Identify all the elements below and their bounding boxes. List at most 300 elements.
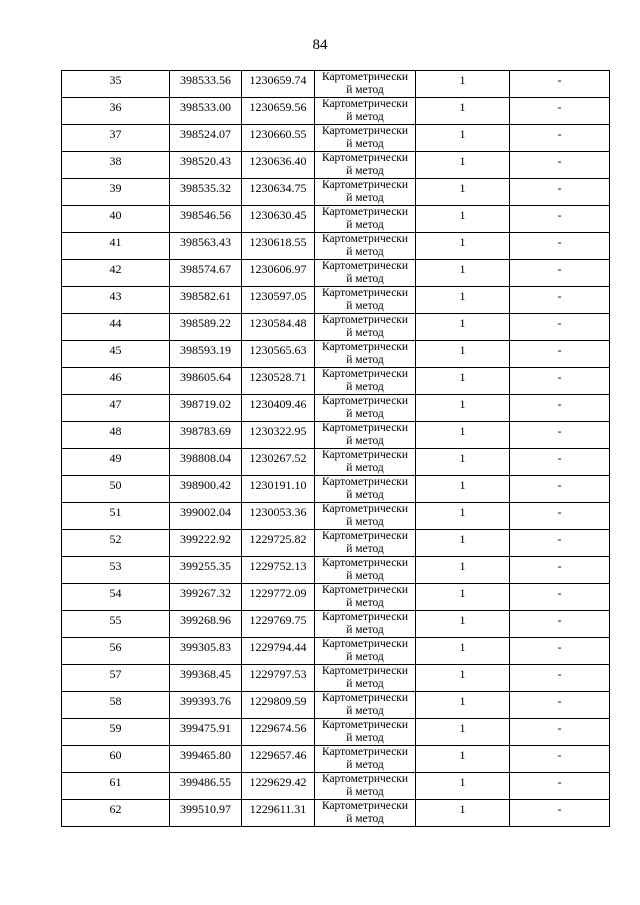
- y-coordinate-cell: [242, 557, 315, 584]
- y-coordinate-cell: [242, 395, 315, 422]
- description-text: -: [557, 343, 562, 357]
- accuracy-cell: [416, 422, 510, 449]
- accuracy-text: 1: [459, 343, 466, 357]
- method-line-1: Картометрически: [321, 314, 409, 326]
- y-coordinate-text: 1229794.44: [249, 640, 307, 654]
- description-text: -: [557, 640, 562, 654]
- x-coordinate-text: 398520.43: [180, 154, 231, 168]
- y-coordinate-text: 1230409.46: [249, 397, 307, 411]
- table-row: [62, 233, 610, 260]
- point-number-text: 59: [109, 721, 122, 735]
- accuracy-cell: [416, 638, 510, 665]
- accuracy-text: 1: [459, 316, 466, 330]
- accuracy-text: 1: [459, 640, 466, 654]
- table-row: [62, 557, 610, 584]
- point-number-cell: [62, 368, 170, 395]
- method-line-2: й метод: [346, 489, 384, 501]
- accuracy-cell: [416, 449, 510, 476]
- description-text: -: [557, 478, 562, 492]
- y-coordinate-text: 1229809.59: [249, 694, 307, 708]
- x-coordinate-text: 399267.32: [180, 586, 231, 600]
- y-coordinate-text: 1229752.13: [249, 559, 307, 573]
- point-number-text: 50: [109, 478, 122, 492]
- x-coordinate-text: 398563.43: [180, 235, 231, 249]
- point-number-text: 52: [109, 532, 122, 546]
- x-coordinate-cell: [170, 611, 242, 638]
- y-coordinate-text: 1230659.74: [249, 73, 307, 87]
- accuracy-cell: [416, 341, 510, 368]
- x-coordinate-text: 399002.04: [180, 505, 231, 519]
- method-line-2: й метод: [346, 246, 384, 258]
- y-coordinate-text: 1230630.45: [249, 208, 307, 222]
- description-cell: [510, 368, 610, 395]
- method-line-2: й метод: [346, 597, 384, 609]
- table-row: [62, 71, 610, 98]
- x-coordinate-cell: [170, 746, 242, 773]
- point-number-cell: [62, 584, 170, 611]
- table-row: [62, 638, 610, 665]
- y-coordinate-text: 1230528.71: [249, 370, 307, 384]
- x-coordinate-cell: [170, 233, 242, 260]
- description-text: -: [557, 208, 562, 222]
- description-cell: [510, 584, 610, 611]
- point-number-cell: [62, 530, 170, 557]
- table-row: [62, 773, 610, 800]
- point-number-text: 35: [109, 73, 122, 87]
- point-number-cell: [62, 773, 170, 800]
- x-coordinate-cell: [170, 395, 242, 422]
- table-row: [62, 368, 610, 395]
- point-number-cell: [62, 98, 170, 125]
- description-text: -: [557, 289, 562, 303]
- method-line-1: Картометрически: [321, 71, 409, 83]
- y-coordinate-cell: [242, 719, 315, 746]
- method-cell: [315, 152, 416, 179]
- point-number-text: 60: [109, 748, 122, 762]
- y-coordinate-cell: [242, 584, 315, 611]
- y-coordinate-text: 1229611.31: [249, 802, 307, 816]
- accuracy-text: 1: [459, 613, 466, 627]
- method-line-2: й метод: [346, 219, 384, 231]
- point-number-cell: [62, 746, 170, 773]
- method-line-1: Картометрически: [321, 773, 409, 785]
- point-number-text: 54: [109, 586, 122, 600]
- x-coordinate-text: 398524.07: [180, 127, 231, 141]
- description-text: -: [557, 73, 562, 87]
- accuracy-text: 1: [459, 208, 466, 222]
- x-coordinate-cell: [170, 152, 242, 179]
- accuracy-cell: [416, 98, 510, 125]
- method-line-1: Картометрически: [321, 503, 409, 515]
- y-coordinate-text: 1229674.56: [249, 721, 307, 735]
- accuracy-cell: [416, 287, 510, 314]
- description-text: -: [557, 424, 562, 438]
- method-cell: [315, 98, 416, 125]
- method-line-2: й метод: [346, 813, 384, 825]
- table-row: [62, 746, 610, 773]
- method-cell: [315, 719, 416, 746]
- method-line-2: й метод: [346, 570, 384, 582]
- y-coordinate-cell: [242, 206, 315, 233]
- method-line-1: Картометрически: [321, 557, 409, 569]
- y-coordinate-cell: [242, 692, 315, 719]
- description-text: -: [557, 802, 562, 816]
- description-text: -: [557, 100, 562, 114]
- description-cell: [510, 98, 610, 125]
- x-coordinate-cell: [170, 692, 242, 719]
- y-coordinate-text: 1230053.36: [249, 505, 307, 519]
- description-text: -: [557, 775, 562, 789]
- method-line-2: й метод: [346, 354, 384, 366]
- x-coordinate-cell: [170, 449, 242, 476]
- accuracy-text: 1: [459, 559, 466, 573]
- point-number-cell: [62, 611, 170, 638]
- point-number-text: 40: [109, 208, 122, 222]
- table-row: [62, 98, 610, 125]
- description-cell: [510, 71, 610, 98]
- description-cell: [510, 233, 610, 260]
- point-number-cell: [62, 476, 170, 503]
- x-coordinate-cell: [170, 98, 242, 125]
- description-text: -: [557, 397, 562, 411]
- description-cell: [510, 638, 610, 665]
- table-row: [62, 125, 610, 152]
- y-coordinate-text: 1230565.63: [249, 343, 307, 357]
- description-cell: [510, 665, 610, 692]
- y-coordinate-cell: [242, 773, 315, 800]
- description-text: -: [557, 451, 562, 465]
- accuracy-cell: [416, 746, 510, 773]
- y-coordinate-cell: [242, 98, 315, 125]
- description-cell: [510, 557, 610, 584]
- description-cell: [510, 152, 610, 179]
- description-text: -: [557, 316, 562, 330]
- method-line-2: й метод: [346, 678, 384, 690]
- x-coordinate-text: 398593.19: [180, 343, 231, 357]
- method-line-1: Картометрически: [321, 692, 409, 704]
- method-cell: [315, 233, 416, 260]
- table-row: [62, 503, 610, 530]
- description-text: -: [557, 667, 562, 681]
- table-body: [62, 71, 610, 827]
- accuracy-cell: [416, 557, 510, 584]
- description-text: -: [557, 154, 562, 168]
- method-cell: [315, 530, 416, 557]
- method-line-2: й метод: [346, 786, 384, 798]
- point-number-cell: [62, 152, 170, 179]
- table-row: [62, 341, 610, 368]
- description-cell: [510, 746, 610, 773]
- method-line-2: й метод: [346, 435, 384, 447]
- y-coordinate-cell: [242, 665, 315, 692]
- accuracy-cell: [416, 314, 510, 341]
- accuracy-text: 1: [459, 154, 466, 168]
- method-cell: [315, 746, 416, 773]
- method-line-2: й метод: [346, 84, 384, 96]
- point-number-cell: [62, 800, 170, 827]
- method-line-1: Картометрически: [321, 665, 409, 677]
- x-coordinate-text: 398605.64: [180, 370, 231, 384]
- x-coordinate-cell: [170, 773, 242, 800]
- method-cell: [315, 71, 416, 98]
- method-line-2: й метод: [346, 732, 384, 744]
- accuracy-text: 1: [459, 181, 466, 195]
- method-line-2: й метод: [346, 651, 384, 663]
- method-line-2: й метод: [346, 408, 384, 420]
- point-number-cell: [62, 260, 170, 287]
- description-text: -: [557, 505, 562, 519]
- method-cell: [315, 368, 416, 395]
- description-cell: [510, 206, 610, 233]
- point-number-text: 37: [109, 127, 122, 141]
- x-coordinate-text: 398783.69: [180, 424, 231, 438]
- method-line-1: Картометрически: [321, 449, 409, 461]
- x-coordinate-text: 399268.96: [180, 613, 231, 627]
- y-coordinate-cell: [242, 611, 315, 638]
- accuracy-cell: [416, 665, 510, 692]
- y-coordinate-text: 1230584.48: [249, 316, 307, 330]
- point-number-cell: [62, 719, 170, 746]
- method-cell: [315, 638, 416, 665]
- point-number-cell: [62, 287, 170, 314]
- accuracy-cell: [416, 530, 510, 557]
- x-coordinate-cell: [170, 719, 242, 746]
- method-cell: [315, 179, 416, 206]
- y-coordinate-text: 1229629.42: [249, 775, 307, 789]
- x-coordinate-text: 398719.02: [180, 397, 231, 411]
- point-number-text: 42: [109, 262, 122, 276]
- point-number-text: 62: [109, 802, 122, 816]
- x-coordinate-text: 398900.42: [180, 478, 231, 492]
- method-line-2: й метод: [346, 138, 384, 150]
- x-coordinate-text: 399393.76: [180, 694, 231, 708]
- method-line-1: Картометрически: [321, 422, 409, 434]
- accuracy-cell: [416, 206, 510, 233]
- method-cell: [315, 800, 416, 827]
- x-coordinate-cell: [170, 368, 242, 395]
- description-cell: [510, 395, 610, 422]
- method-line-1: Картометрически: [321, 233, 409, 245]
- y-coordinate-cell: [242, 179, 315, 206]
- point-number-cell: [62, 71, 170, 98]
- description-cell: [510, 341, 610, 368]
- accuracy-cell: [416, 260, 510, 287]
- accuracy-text: 1: [459, 694, 466, 708]
- method-line-1: Картометрически: [321, 179, 409, 191]
- method-cell: [315, 395, 416, 422]
- point-number-text: 58: [109, 694, 122, 708]
- method-line-2: й метод: [346, 327, 384, 339]
- y-coordinate-text: 1230322.95: [249, 424, 307, 438]
- table-row: [62, 314, 610, 341]
- method-cell: [315, 476, 416, 503]
- table-row: [62, 719, 610, 746]
- accuracy-cell: [416, 233, 510, 260]
- accuracy-cell: [416, 395, 510, 422]
- point-number-cell: [62, 422, 170, 449]
- y-coordinate-text: 1230597.05: [249, 289, 307, 303]
- method-line-1: Картометрически: [321, 341, 409, 353]
- y-coordinate-cell: [242, 476, 315, 503]
- x-coordinate-cell: [170, 314, 242, 341]
- method-line-1: Картометрически: [321, 125, 409, 137]
- description-cell: [510, 125, 610, 152]
- method-line-1: Картометрически: [321, 206, 409, 218]
- description-cell: [510, 260, 610, 287]
- accuracy-cell: [416, 692, 510, 719]
- method-line-1: Картометрически: [321, 746, 409, 758]
- method-line-2: й метод: [346, 165, 384, 177]
- point-number-text: 39: [109, 181, 122, 195]
- method-line-1: Картометрически: [321, 260, 409, 272]
- y-coordinate-text: 1229769.75: [249, 613, 307, 627]
- method-cell: [315, 125, 416, 152]
- accuracy-text: 1: [459, 532, 466, 546]
- method-line-1: Картометрически: [321, 476, 409, 488]
- method-cell: [315, 314, 416, 341]
- description-cell: [510, 287, 610, 314]
- method-cell: [315, 260, 416, 287]
- point-number-text: 45: [109, 343, 122, 357]
- x-coordinate-text: 399222.92: [180, 532, 231, 546]
- y-coordinate-cell: [242, 125, 315, 152]
- y-coordinate-cell: [242, 503, 315, 530]
- accuracy-cell: [416, 800, 510, 827]
- x-coordinate-text: 398533.56: [180, 73, 231, 87]
- accuracy-cell: [416, 611, 510, 638]
- description-text: -: [557, 613, 562, 627]
- accuracy-text: 1: [459, 802, 466, 816]
- y-coordinate-cell: [242, 260, 315, 287]
- accuracy-cell: [416, 476, 510, 503]
- x-coordinate-cell: [170, 287, 242, 314]
- y-coordinate-text: 1229797.53: [249, 667, 307, 681]
- point-number-cell: [62, 638, 170, 665]
- x-coordinate-text: 399255.35: [180, 559, 231, 573]
- point-number-cell: [62, 341, 170, 368]
- accuracy-cell: [416, 719, 510, 746]
- y-coordinate-text: 1229725.82: [249, 532, 307, 546]
- table-row: [62, 395, 610, 422]
- y-coordinate-cell: [242, 314, 315, 341]
- accuracy-text: 1: [459, 586, 466, 600]
- method-line-1: Картометрически: [321, 287, 409, 299]
- table-row: [62, 584, 610, 611]
- accuracy-text: 1: [459, 775, 466, 789]
- description-text: -: [557, 559, 562, 573]
- table-row: [62, 692, 610, 719]
- y-coordinate-cell: [242, 341, 315, 368]
- method-cell: [315, 584, 416, 611]
- table-row: [62, 206, 610, 233]
- table-row: [62, 449, 610, 476]
- point-number-text: 56: [109, 640, 122, 654]
- method-line-1: Картометрически: [321, 800, 409, 812]
- description-cell: [510, 314, 610, 341]
- accuracy-text: 1: [459, 505, 466, 519]
- description-cell: [510, 179, 610, 206]
- y-coordinate-text: 1230659.56: [249, 100, 307, 114]
- point-number-text: 49: [109, 451, 122, 465]
- x-coordinate-text: 398535.32: [180, 181, 231, 195]
- accuracy-text: 1: [459, 667, 466, 681]
- table-row: [62, 287, 610, 314]
- y-coordinate-text: 1230636.40: [249, 154, 307, 168]
- description-text: -: [557, 721, 562, 735]
- description-cell: [510, 611, 610, 638]
- y-coordinate-cell: [242, 800, 315, 827]
- point-number-cell: [62, 692, 170, 719]
- x-coordinate-text: 398589.22: [180, 316, 231, 330]
- y-coordinate-cell: [242, 71, 315, 98]
- method-line-1: Картометрически: [321, 584, 409, 596]
- point-number-cell: [62, 179, 170, 206]
- point-number-cell: [62, 449, 170, 476]
- y-coordinate-cell: [242, 449, 315, 476]
- accuracy-text: 1: [459, 235, 466, 249]
- method-cell: [315, 287, 416, 314]
- method-line-2: й метод: [346, 273, 384, 285]
- y-coordinate-cell: [242, 368, 315, 395]
- point-number-cell: [62, 665, 170, 692]
- x-coordinate-text: 398533.00: [180, 100, 231, 114]
- description-cell: [510, 449, 610, 476]
- point-number-text: 41: [109, 235, 122, 249]
- x-coordinate-text: 399510.97: [180, 802, 231, 816]
- method-line-1: Картометрически: [321, 98, 409, 110]
- accuracy-cell: [416, 584, 510, 611]
- point-number-text: 57: [109, 667, 122, 681]
- accuracy-cell: [416, 152, 510, 179]
- table-row: [62, 422, 610, 449]
- method-line-1: Картометрически: [321, 719, 409, 731]
- description-text: -: [557, 127, 562, 141]
- point-number-text: 61: [109, 775, 122, 789]
- x-coordinate-cell: [170, 800, 242, 827]
- x-coordinate-cell: [170, 179, 242, 206]
- accuracy-text: 1: [459, 721, 466, 735]
- accuracy-text: 1: [459, 424, 466, 438]
- method-cell: [315, 503, 416, 530]
- description-cell: [510, 692, 610, 719]
- description-cell: [510, 800, 610, 827]
- point-number-cell: [62, 557, 170, 584]
- point-number-cell: [62, 206, 170, 233]
- accuracy-text: 1: [459, 397, 466, 411]
- method-line-2: й метод: [346, 300, 384, 312]
- y-coordinate-cell: [242, 638, 315, 665]
- x-coordinate-cell: [170, 503, 242, 530]
- method-line-2: й метод: [346, 111, 384, 123]
- accuracy-text: 1: [459, 127, 466, 141]
- method-cell: [315, 773, 416, 800]
- y-coordinate-text: 1230267.52: [249, 451, 307, 465]
- point-number-text: 53: [109, 559, 122, 573]
- method-line-2: й метод: [346, 516, 384, 528]
- x-coordinate-cell: [170, 422, 242, 449]
- y-coordinate-text: 1229772.09: [249, 586, 307, 600]
- accuracy-cell: [416, 125, 510, 152]
- x-coordinate-text: 399368.45: [180, 667, 231, 681]
- accuracy-text: 1: [459, 748, 466, 762]
- y-coordinate-text: 1229657.46: [249, 748, 307, 762]
- point-number-text: 47: [109, 397, 122, 411]
- point-number-cell: [62, 314, 170, 341]
- x-coordinate-text: 398574.67: [180, 262, 231, 276]
- description-text: -: [557, 748, 562, 762]
- method-line-1: Картометрически: [321, 368, 409, 380]
- x-coordinate-cell: [170, 71, 242, 98]
